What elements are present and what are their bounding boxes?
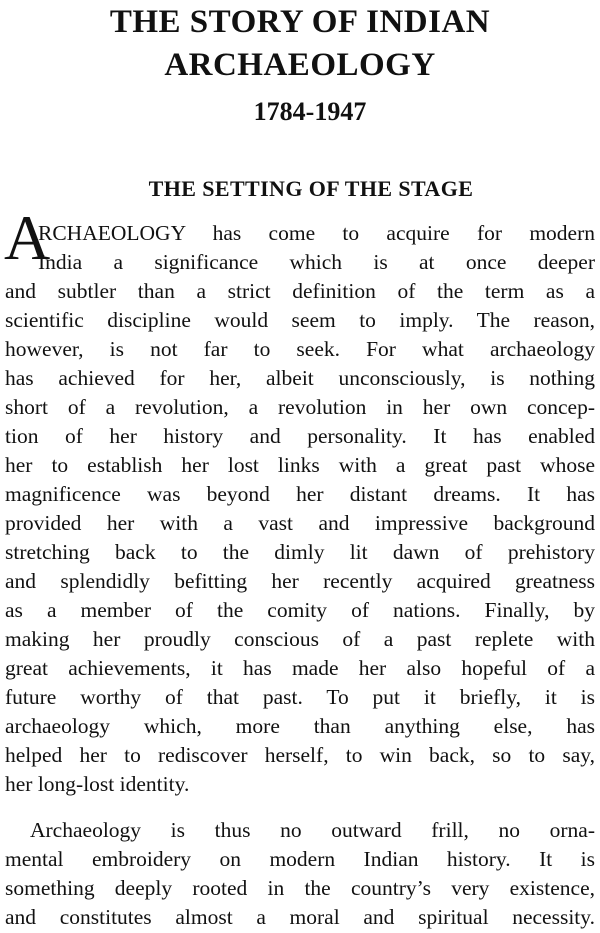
text-line: and splendidly befitting her recently acquired greatness xyxy=(5,569,595,593)
text-line: helped her to rediscover herself, to win back, so to say, xyxy=(5,743,595,767)
book-years: 1784-1947 xyxy=(253,97,367,126)
text-line: great achievements, it has made her also hopeful of a xyxy=(5,656,595,680)
text-line: mental embroidery on modern Indian history. It is xyxy=(5,847,595,871)
section-heading: THE SETTING OF THE STAGE xyxy=(148,176,474,201)
text-line: scientific discipline would seem to imply. The reason, xyxy=(5,308,595,332)
text-line: archaeology which, more than anything else, has xyxy=(5,714,595,738)
text-line: however, is not far to seek. For what archaeology xyxy=(5,337,595,361)
drop-cap: A xyxy=(4,202,51,273)
text-line: her to establish her lost links with a great past whose xyxy=(5,453,595,477)
text-line: her long-lost identity. xyxy=(5,772,190,796)
text-line: Archaeology is thus no outward frill, no orna- xyxy=(30,818,595,842)
text-line: stretching back to the dimly lit dawn of prehistory xyxy=(5,540,595,564)
text-line: and subtler than a strict definition of the term as a xyxy=(5,279,595,303)
text-line: something deeply rooted in the country’s very existence, xyxy=(5,876,595,900)
text-line: provided her with a vast and impressive background xyxy=(5,511,595,535)
text-line: magnificence was beyond her distant dreams. It has xyxy=(5,482,595,506)
text-line: and constitutes almost a moral and spiritual necessity. xyxy=(5,905,595,929)
book-title-line-2: ARCHAEOLOGY xyxy=(164,47,436,83)
text-line: future worthy of that past. To put it briefly, it is xyxy=(5,685,595,709)
text-line: has achieved for her, albeit unconsciously, is nothing xyxy=(5,366,595,390)
text-line: as a member of the comity of nations. Finally, by xyxy=(5,598,595,622)
text-line: short of a revolution, a revolution in her own concep- xyxy=(5,395,595,419)
text-line: tion of her history and personality. It has enabled xyxy=(5,424,595,448)
text-line: India a significance which is at once deeper xyxy=(38,250,595,274)
text-line: making her proudly conscious of a past replete with xyxy=(5,627,595,651)
book-title-line-1: THE STORY OF INDIAN xyxy=(109,4,491,40)
text-line: RCHAEOLOGY has come to acquire for modern xyxy=(38,221,595,245)
